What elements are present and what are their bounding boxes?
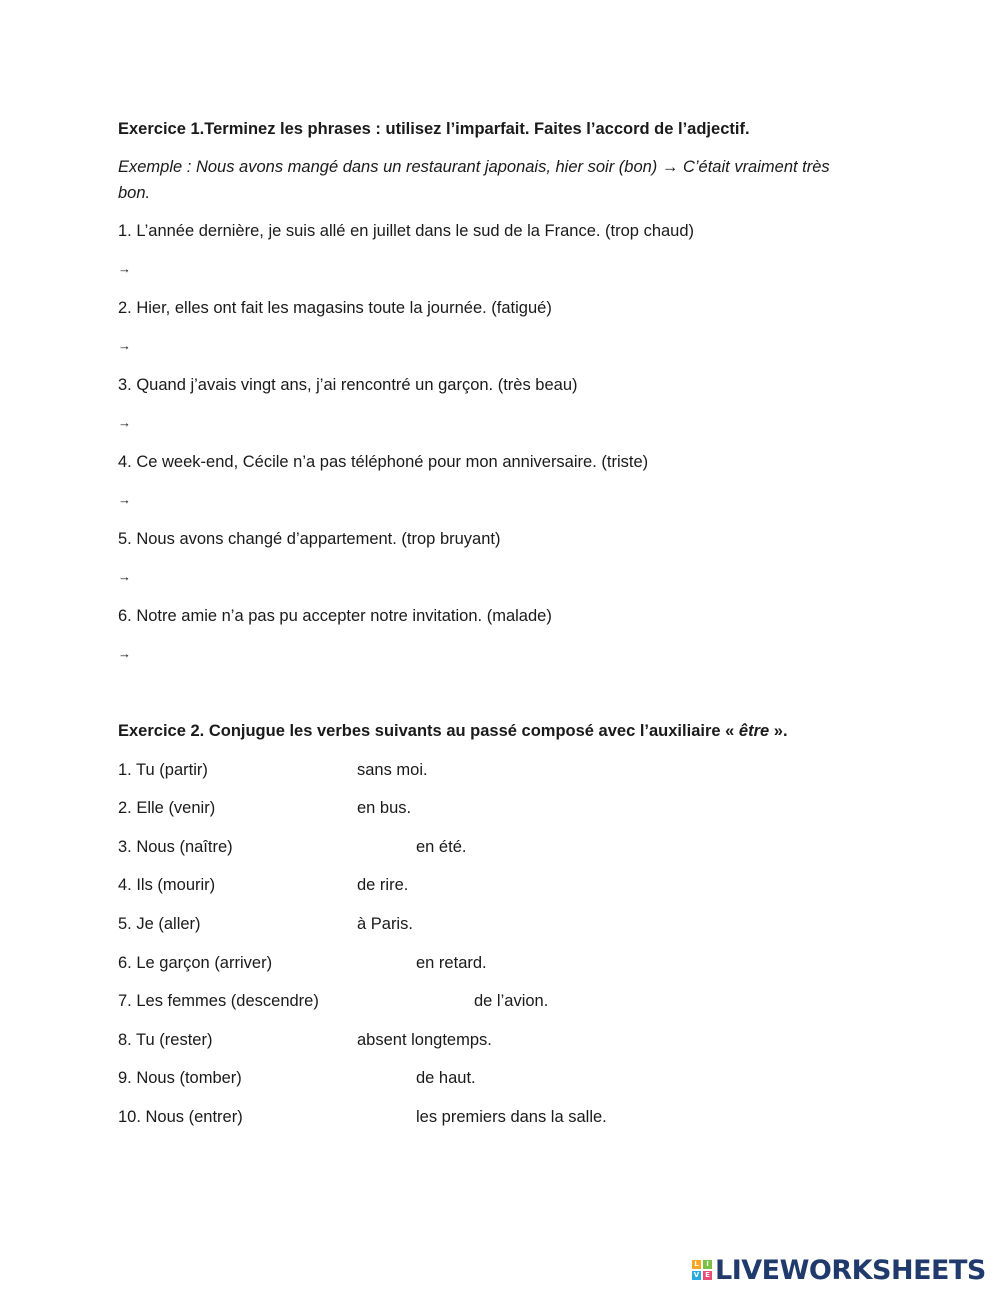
liveworksheets-logo — [692, 1254, 986, 1286]
exercise1-title: Exercice 1.Terminez les phrases : utilisez l’imparfait. Faites l’accord de l’adjectif. — [118, 120, 750, 138]
exercise2-rest-7: de l’avion. — [474, 992, 549, 1010]
exercise2-rest-1: sans moi. — [357, 761, 428, 779]
exercise2-rest-2: en bus. — [357, 799, 412, 817]
exercise1-item-5: 5. Nous avons changé d’appartement. (trop bruyant) — [118, 530, 501, 548]
logo-mark-icon — [692, 1260, 712, 1280]
exercise2-verb-7: 7. Les femmes (descendre) — [118, 992, 319, 1010]
exercise2-verb-6: 6. Le garçon (arriver) — [118, 954, 273, 972]
logo-mark-letter: V — [693, 1271, 700, 1279]
logo-mark-letter: E — [703, 1271, 712, 1280]
exercise1-item-2: 2. Hier, elles ont fait les magasins toute la journée. (fatigué) — [118, 299, 552, 317]
answer-arrow-6: → — [118, 646, 131, 661]
exercise2-verb-3: 3. Nous (naître) — [118, 838, 233, 856]
exercise1-example: Exemple : Nous avons mangé dans un restaurant japonais, hier soir (bon) → C’était vraiment très bon. — [118, 158, 830, 202]
logo-text: LIVEWORKSHEETS — [715, 1254, 986, 1286]
exercise2-verb-5: 5. Je (aller) — [118, 915, 201, 933]
exercise2-rest-6: en retard. — [416, 954, 487, 972]
exercise1-item-4: 4. Ce week-end, Cécile n’a pas téléphoné pour mon anniversaire. (triste) — [118, 453, 649, 471]
exercise2-rest-9: de haut. — [416, 1069, 476, 1087]
exercise2-title-start: Exercice 2. Conjugue les verbes suivants au passé composé avec l’auxiliaire « — [118, 722, 739, 740]
exercise2-rest-10: les premiers dans la salle. — [416, 1108, 607, 1126]
answer-arrow-4: → — [118, 492, 131, 507]
answer-arrow-1: → — [118, 261, 131, 276]
exercise2-verb-2: 2. Elle (venir) — [118, 799, 216, 817]
exercise1-item-6: 6. Notre amie n’a pas pu accepter notre invitation. (malade) — [118, 607, 552, 625]
exercise2-title-emphasis: être — [738, 722, 770, 740]
answer-arrow-2: → — [118, 338, 131, 353]
exercise2-verb-8: 8. Tu (rester) — [118, 1031, 213, 1049]
exercise1-item-3: 3. Quand j’avais vingt ans, j’ai rencontré un garçon. (très beau) — [118, 376, 578, 394]
exercise2-verb-10: 10. Nous (entrer) — [118, 1108, 243, 1126]
exercise2-rest-5: à Paris. — [357, 915, 413, 933]
exercise2-verb-9: 9. Nous (tomber) — [118, 1069, 242, 1087]
exercise2-verb-1: 1. Tu (partir) — [118, 761, 208, 779]
exercise2-rest-4: de rire. — [357, 876, 409, 894]
exercise2-rest-3: en été. — [416, 838, 467, 856]
exercise2-verb-4: 4. Ils (mourir) — [118, 876, 216, 894]
answer-arrow-3: → — [118, 415, 131, 430]
exercise2-title — [118, 718, 788, 744]
logo-mark-letter: I — [703, 1260, 712, 1269]
answer-arrow-5: → — [118, 569, 131, 584]
exercise2-title-end: ». — [769, 722, 788, 740]
exercise2-rest-8: absent longtemps. — [357, 1031, 492, 1049]
logo-mark-letter: L — [692, 1260, 701, 1269]
exercise1-item-1: 1. L’année dernière, je suis allé en juillet dans le sud de la France. (trop chaud) — [118, 222, 695, 240]
